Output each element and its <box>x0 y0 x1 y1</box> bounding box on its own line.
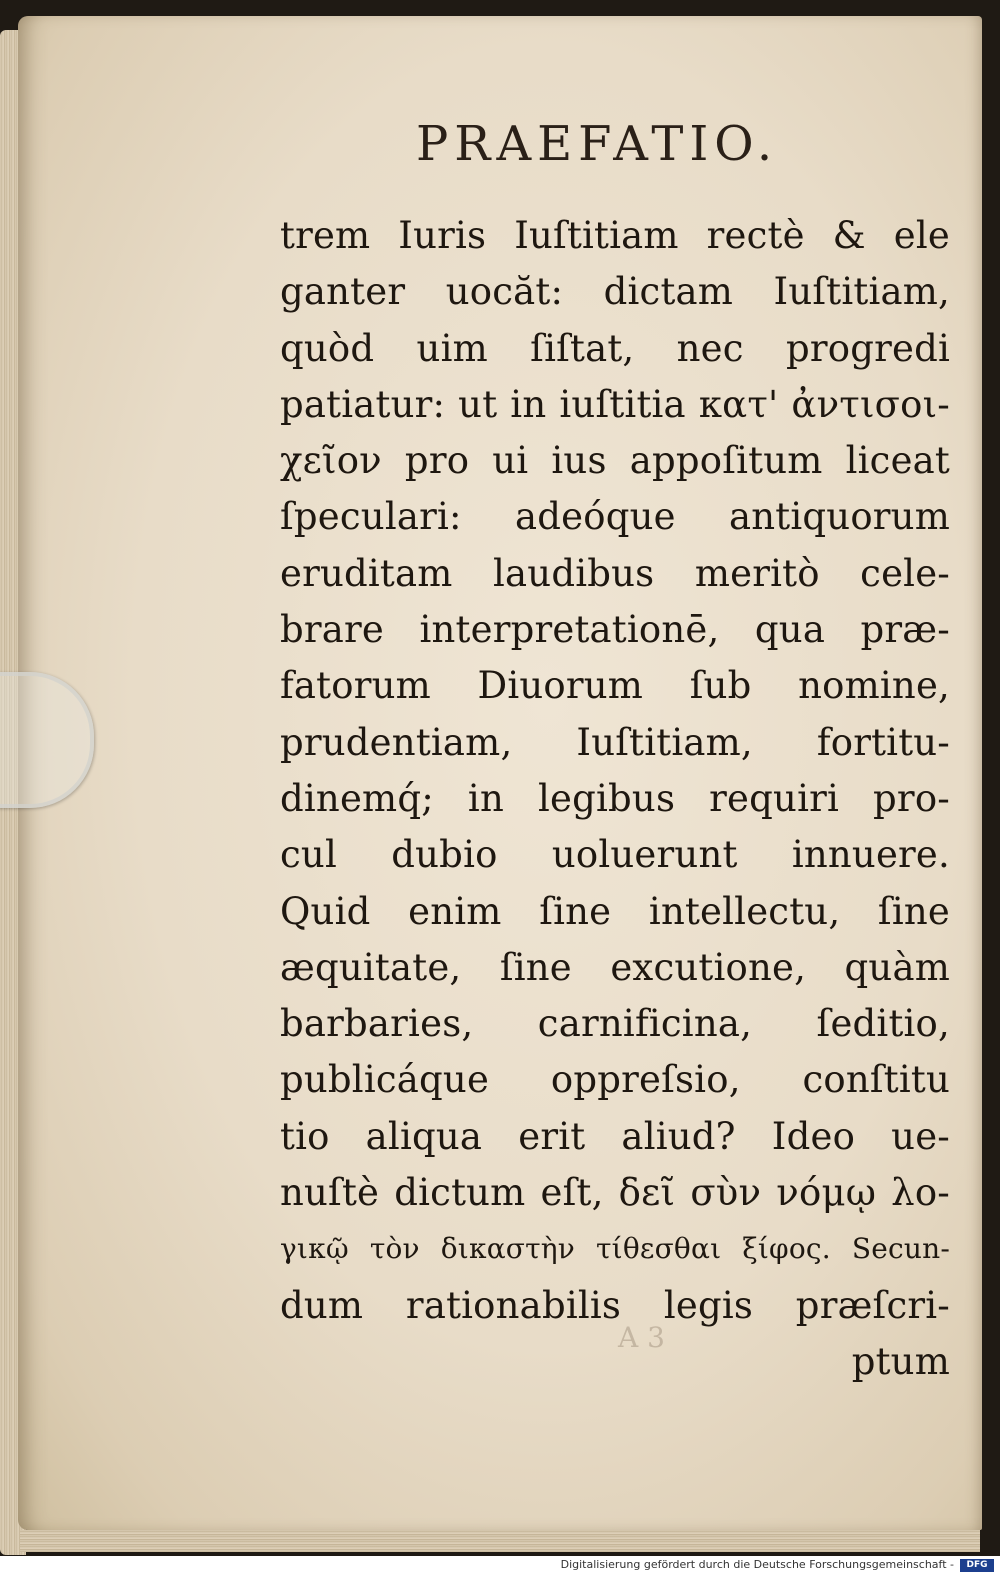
text-line: æquitate, ſine excutione, quàm <box>280 945 950 989</box>
book-page <box>18 16 982 1530</box>
funding-credit: Digitalisierung gefördert durch die Deutsche Forschungsgemeinschaft - <box>560 1558 954 1571</box>
text-line: fatorum Diuorum ſub nomine, <box>280 664 950 708</box>
text-line: nuſtè dictum eſt, δεῖ σὺν νόμῳ λο- <box>280 1171 950 1215</box>
text-line: trem Iuris Iuſtitiam rectè & ele <box>280 214 950 257</box>
signature-mark: A 3 <box>618 1321 665 1354</box>
text-line: barbaries, carnificina, ſeditio, <box>280 1002 950 1046</box>
text-line: prudentiam, Iuſtitiam, fortitu- <box>280 720 950 764</box>
text-line: brare interpretationē, qua præ- <box>280 608 950 652</box>
text-line: γικῷ τὸν δικαστὴν τίθεσθαι ξίφος. Secun- <box>280 1232 950 1266</box>
text-line: quòd uim ſiſtat, nec progredi <box>280 326 950 370</box>
catchword: ptum <box>851 1339 950 1383</box>
body-text <box>280 208 950 1390</box>
text-line: cul dubio uoluerunt innuere. <box>280 833 950 877</box>
text-line: dum rationabilis legis præſcri- <box>280 1283 950 1327</box>
text-line: ſpeculari: adeóque antiquorum <box>280 495 950 539</box>
text-line: χεῖον pro ui ius appoſitum liceat <box>280 439 950 483</box>
text-line: ganter uocăt: dictam Iuſtitiam, <box>280 270 950 314</box>
book-bottom-edges <box>20 1530 980 1552</box>
text-line: publicáque oppreſsio, conſtitu <box>280 1058 950 1102</box>
dfg-logo: DFG <box>960 1559 994 1572</box>
text-line: patiatur: ut in iuſtitia κατ' ἀντισοι- <box>280 382 950 426</box>
running-head: PRAEFATIO. <box>416 116 779 172</box>
text-line: Quid enim ſine intellectu, ſine <box>280 889 950 933</box>
text-line: dinemq́; in legibus requiri pro- <box>280 776 950 820</box>
text-line: tio aliqua erit aliud? Ideo ue- <box>280 1114 950 1158</box>
footer-bar <box>0 1556 1000 1575</box>
text-line: eruditam laudibus meritò cele- <box>280 551 950 595</box>
